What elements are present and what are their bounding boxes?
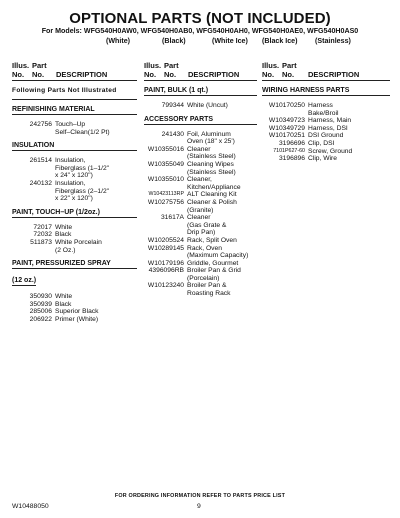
- description-line: Fiberglass (2–1/2": [55, 187, 110, 195]
- description-line: Fiberglass (1–1/2": [55, 164, 110, 172]
- description-line: Cleaning Wipes: [187, 160, 234, 168]
- part-description: [55, 180, 137, 203]
- part-description: [55, 224, 137, 232]
- parts-list-accessory: [144, 131, 257, 298]
- part-description: [187, 131, 257, 146]
- part-description: [55, 231, 137, 239]
- header-no: No.: [12, 69, 25, 79]
- parts-list-paint-bulk: [144, 102, 257, 110]
- parts-column-1: [12, 62, 137, 324]
- description-line: Rack, Oven: [187, 244, 222, 252]
- part-row: [12, 239, 137, 254]
- part-row: [144, 214, 257, 237]
- part-description: [187, 267, 257, 282]
- part-description: [55, 316, 137, 324]
- part-row: [144, 260, 257, 268]
- header-no: No.: [164, 69, 177, 79]
- part-number: W10355016: [147, 145, 184, 153]
- column-header: [262, 62, 390, 80]
- part-number: W10355049: [147, 160, 184, 168]
- description-line: Cleaner,: [187, 176, 212, 184]
- page-title: OPTIONAL PARTS (NOT INCLUDED): [69, 10, 331, 27]
- page-number: 9: [197, 503, 201, 510]
- description-line: Self–Clean(1/2 Pt): [55, 128, 110, 136]
- part-number: 7101P627-60: [273, 147, 305, 154]
- part-row: [144, 237, 257, 245]
- description-line: Harness, DSI: [308, 124, 348, 132]
- header-no: No.: [32, 69, 45, 79]
- part-number: 242756: [29, 121, 52, 128]
- part-description: [187, 199, 257, 214]
- parts-column-3: [262, 62, 390, 163]
- part-row: [262, 102, 390, 117]
- part-row: [144, 146, 257, 161]
- header-illus: Illus.: [262, 61, 280, 70]
- part-description: [55, 121, 137, 136]
- header-no: No.: [262, 69, 275, 79]
- header-description: DESCRIPTION: [56, 69, 108, 79]
- section-title-paint-bulk: PAINT, BULK (1 qt.): [144, 87, 257, 96]
- part-description: [187, 146, 257, 161]
- description-line: White: [55, 293, 73, 301]
- description-line: Drip Pan): [187, 229, 216, 237]
- variant-white-ice: (White Ice): [212, 37, 248, 45]
- part-row: [262, 148, 390, 156]
- part-row: [144, 131, 257, 146]
- description-line: Cleaner & Polish: [187, 198, 237, 206]
- variant-black: (Black): [162, 37, 186, 45]
- part-row: [144, 102, 257, 110]
- column-header: [144, 62, 257, 80]
- variant-black-ice: (Black Ice): [262, 37, 298, 45]
- ordering-note: FOR ORDERING INFORMATION REFER TO PARTS PRICE LIST: [114, 493, 286, 499]
- header-description: DESCRIPTION: [188, 69, 240, 79]
- part-description: [187, 282, 257, 297]
- description-line: Black: [55, 300, 72, 308]
- part-row: [12, 308, 137, 316]
- description-line: (Maximum Capacity): [187, 252, 249, 260]
- part-description: [308, 148, 390, 156]
- part-row: [12, 180, 137, 203]
- part-description: [187, 260, 257, 268]
- header-no: No.: [282, 69, 295, 79]
- parts-list-wiring: [262, 102, 390, 163]
- part-number: 3196696: [278, 139, 305, 147]
- part-row: [144, 191, 257, 199]
- parts-list-insulation: [12, 157, 137, 203]
- part-number: 4396096RB: [148, 267, 184, 275]
- description-line: Clip, DSI: [308, 139, 335, 147]
- part-row: [12, 224, 137, 232]
- part-description: [308, 140, 390, 148]
- description-line: White: [55, 223, 73, 231]
- description-line: Oven (18" x 25'): [187, 138, 235, 146]
- description-line: Roasting Rack: [187, 290, 231, 298]
- header-no: No.: [144, 69, 157, 79]
- part-row: [144, 282, 257, 297]
- header-illus: Illus.: [12, 61, 30, 70]
- section-title-paint-touchup: PAINT, TOUCH–UP (1/2oz.): [12, 209, 137, 218]
- header-divider: [144, 80, 257, 81]
- description-line: Harness: [308, 102, 333, 109]
- part-number: 206922: [29, 315, 52, 323]
- part-row: [262, 117, 390, 125]
- part-row: [12, 157, 137, 180]
- parts-column-2: [144, 62, 257, 298]
- description-line: Superior Black: [55, 308, 99, 316]
- part-description: [308, 132, 390, 140]
- part-number: 240132: [29, 179, 52, 187]
- part-description: [187, 176, 257, 191]
- part-number: 72017: [33, 223, 52, 231]
- part-number: W10349729: [268, 124, 305, 132]
- description-line: Broiler Pan & Grid: [187, 267, 241, 275]
- part-row: [144, 245, 257, 260]
- column-header: [12, 62, 137, 80]
- part-row: [12, 231, 137, 239]
- description-line: Kitchen/Appliance: [187, 183, 241, 191]
- part-number: 72032: [33, 231, 52, 239]
- part-number: W10355010: [147, 176, 184, 184]
- description-line: (Gas Grate &: [187, 221, 227, 229]
- part-description: [55, 308, 137, 316]
- part-number: 261514: [29, 157, 52, 165]
- part-number: W10123240: [147, 282, 184, 290]
- section-title-paint-spray: PAINT, PRESSURIZED SPRAY: [12, 260, 137, 269]
- part-number: W10275756: [147, 198, 184, 206]
- description-line: White (Uncut): [187, 102, 228, 109]
- description-line: Screw, Ground: [308, 147, 353, 155]
- part-description: [187, 237, 257, 245]
- parts-list-refinishing: [12, 121, 137, 136]
- part-number: 31617A: [160, 214, 184, 222]
- model-list: For Models: WFG540H0AW0, WFG540H0AB0, WFG540H0AH0, WFG540H0AE0, WFG540H0AS0: [41, 27, 359, 35]
- part-row: [262, 140, 390, 148]
- section-title-refinishing: REFINISHING MATERIAL: [12, 106, 137, 115]
- description-line: Broiler Pan &: [187, 282, 227, 290]
- part-number: 3196896: [278, 155, 305, 163]
- section-title-insulation: INSULATION: [12, 142, 137, 151]
- description-line: (Stainless Steel): [187, 168, 236, 176]
- part-row: [144, 199, 257, 214]
- part-row: [262, 125, 390, 133]
- header-part: Part: [32, 61, 47, 70]
- description-line: Primer (White): [55, 315, 99, 323]
- description-line: DSI Ground: [308, 132, 344, 140]
- section-title-accessory: ACCESSORY PARTS: [144, 116, 257, 125]
- description-line: (Porcelain): [187, 274, 220, 282]
- description-line: x 22" x 120"): [55, 195, 93, 203]
- part-description: [187, 102, 257, 110]
- part-number: W10349723: [268, 117, 305, 125]
- header-part: Part: [164, 61, 179, 70]
- part-number: 285006: [29, 308, 52, 316]
- part-description: [187, 191, 257, 199]
- part-description: [55, 157, 137, 180]
- description-line: Clip, Wire: [308, 155, 337, 163]
- part-number: W10205524: [147, 236, 184, 244]
- part-description: [308, 125, 390, 133]
- part-number: W10170251: [268, 132, 305, 140]
- description-line: (2 Oz.): [55, 246, 76, 254]
- description-line: Foil, Aluminum: [187, 130, 231, 138]
- part-number: 350930: [29, 293, 52, 301]
- part-description: [187, 245, 257, 260]
- part-description: [55, 301, 137, 309]
- description-line: Rack, Split Oven: [187, 236, 237, 244]
- part-row: [12, 316, 137, 324]
- part-number: W10170250: [268, 102, 305, 109]
- part-number: W10289145: [147, 244, 184, 252]
- divider: [12, 99, 137, 100]
- part-number: 799344: [161, 102, 184, 109]
- description-line: White Porcelain: [55, 238, 102, 246]
- part-number: 241430: [161, 130, 184, 138]
- description-line: x 24" x 120"): [55, 172, 93, 180]
- part-number: 511873: [30, 238, 52, 246]
- description-line: (Stainless Steel): [187, 153, 236, 161]
- parts-list-paint-spray: [12, 293, 137, 323]
- part-number: W10423113RP: [148, 191, 184, 198]
- description-line: Insulation,: [55, 179, 86, 187]
- description-line: ALT Cleaning Kit: [187, 191, 237, 199]
- part-description: [308, 117, 390, 125]
- header-description: DESCRIPTION: [308, 69, 360, 79]
- part-description: [187, 214, 257, 237]
- part-row: [144, 161, 257, 176]
- description-line: Black: [55, 231, 72, 239]
- part-description: [55, 293, 137, 301]
- part-row: [12, 293, 137, 301]
- part-description: [308, 155, 390, 163]
- part-description: [187, 161, 257, 176]
- part-description: [308, 102, 390, 117]
- header-illus: Illus.: [144, 61, 162, 70]
- description-line: Insulation,: [55, 157, 86, 165]
- part-row: [144, 176, 257, 191]
- document-number: W10488050: [12, 503, 49, 510]
- description-line: Harness, Main: [308, 117, 352, 125]
- part-row: [12, 301, 137, 309]
- description-line: (Granite): [187, 206, 214, 214]
- not-illustrated-banner: Following Parts Not Illustrated: [12, 87, 117, 94]
- part-row: [144, 267, 257, 282]
- variant-stainless: (Stainless): [315, 37, 351, 45]
- header-divider: [262, 80, 390, 81]
- description-line: Cleaner: [187, 145, 211, 153]
- part-number: W10179196: [147, 259, 184, 267]
- part-row: [262, 155, 390, 163]
- description-line: Griddle, Gourmet: [187, 259, 239, 267]
- description-line: Cleaner: [187, 214, 211, 222]
- variant-white: (White): [106, 37, 131, 45]
- section-title-wiring: WIRING HARNESS PARTS: [262, 87, 390, 96]
- part-number: 350939: [29, 300, 52, 308]
- part-description: [55, 239, 137, 254]
- part-row: [262, 132, 390, 140]
- parts-list-paint-touchup: [12, 224, 137, 254]
- part-row: [12, 121, 137, 136]
- header-part: Part: [282, 61, 297, 70]
- section-subtitle-paint-spray: (12 oz.): [12, 277, 37, 285]
- description-line: Touch–Up: [55, 121, 86, 128]
- description-line: Bake/Broil: [308, 109, 339, 117]
